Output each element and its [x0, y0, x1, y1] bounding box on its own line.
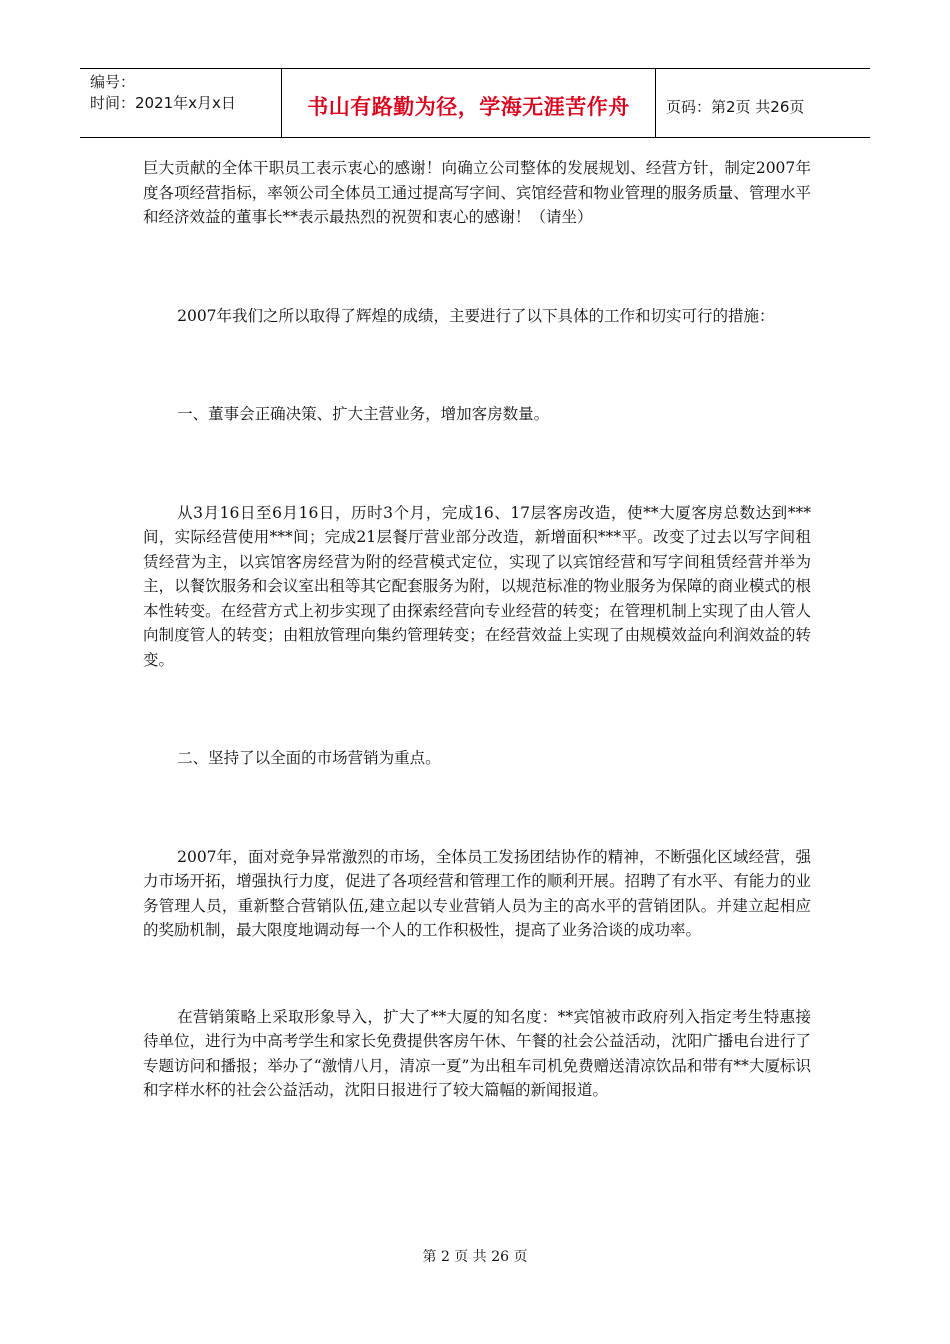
section-heading-1: 一、董事会正确决策、扩大主营业务，增加客房数量。	[177, 405, 550, 423]
section-heading-2: 二、坚持了以全面的市场营销为重点。	[177, 749, 441, 767]
document-number-label: 编号：	[90, 73, 136, 91]
page-footer: 第 2 页 共 26 页	[422, 1249, 528, 1265]
paragraph-5: 在营销策略上采取形象导入，扩大了**大厦的知名度：**宾馆被市政府列入指定考生特惠接待单位，进行为中高考学生和家长免费提供客房午休、午餐的社会公益活动，沈阳广播电台进行了专题访问和播报；举办了“激情八月，清凉一夏”为出租车司机免费赠送清凉饮品和带有**大厦标识和字样水杯的社会公益活动，沈阳日报进行了较大篇幅的新闻报道。	[143, 1007, 811, 1099]
header-motto-cell	[282, 69, 656, 137]
paragraph-3: 从3月16日至6月16日，历时3个月，完成16、17层客房改造，使**大厦客房总数达到***间，实际经营使用***间；完成21层餐厅营业部分改造，新增面积***平。改变了过去以写字间租赁经营为主，以宾馆客房经营为附的经营模式定位，实现了以宾馆经营和写字间租赁经营并举为主，以餐饮服务和会议室出租等其它配套服务为附，以规范标准的物业服务为保障的商业模式的根本性转变。在经营方式上初步实现了由探索经营向专业经营的转变；在管理机制上实现了由人管人向制度管人的转变；由粗放管理向集约管理转变；在经营效益上实现了由规模效益向利润效益的转变。	[143, 503, 811, 669]
paragraph-2: 2007年我们之所以取得了辉煌的成绩，主要进行了以下具体的工作和切实可行的措施：	[177, 306, 775, 325]
header-meta	[80, 69, 282, 137]
header-page-label: 页码：第2页 共26页	[666, 97, 805, 116]
header-page-cell	[656, 69, 870, 137]
page-header	[80, 68, 870, 138]
header-motto: 书山有路勤为径，学海无涯苦作舟	[307, 95, 630, 119]
document-body	[143, 156, 811, 1103]
paragraph-4: 2007年，面对竞争异常激烈的市场，全体员工发扬团结协作的精神，不断强化区域经营，强力市场开拓，增强执行力度，促进了各项经营和管理工作的顺利开展。招聘了有水平、有能力的业务管理人员，重新整合营销队伍,建立起以专业营销人员为主的高水平的营销团队。并建立起相应的奖励机制，最大限度地调动每一个人的工作积极性，提高了业务洽谈的成功率。	[143, 847, 811, 939]
document-time-label: 时间：2021年x月x日	[90, 94, 236, 112]
paragraph-1: 巨大贡献的全体干职员工表示衷心的感谢！向确立公司整体的发展规划、经营方针，制定2007年度各项经营指标，率领公司全体员工通过提高写字间、宾馆经营和物业管理的服务质量、管理水平和经济效益的董事长**表示最热烈的祝贺和衷心的感谢！（请坐）	[143, 159, 811, 226]
